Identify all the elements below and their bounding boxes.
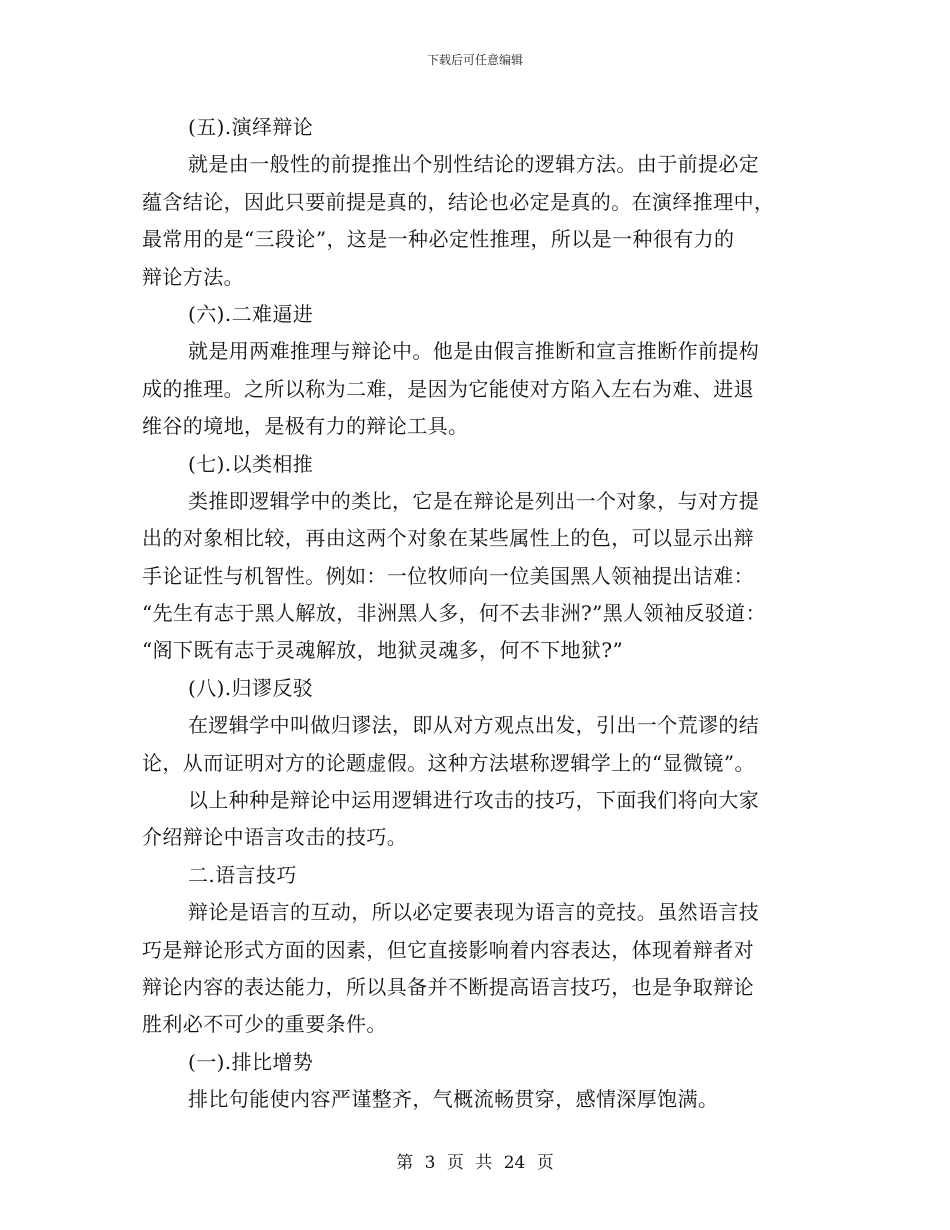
text-line: 排比句能使内容严谨整齐，气概流畅贯穿，感情深厚饱满。	[188, 1087, 719, 1112]
text-line: (六).二难逼进	[188, 301, 314, 326]
text-line: 维谷的境地，是极有力的辩论工具。	[142, 414, 469, 439]
text-line: 出的对象相比较，再由这两个对象在某些属性上的色，可以显示出辩	[142, 526, 754, 551]
document-body	[142, 109, 822, 1119]
text-line: 以上种种是辩论中运用逻辑进行攻击的技巧，下面我们将向大家	[188, 788, 760, 813]
text-line: 介绍辩论中语言攻击的技巧。	[142, 825, 408, 850]
text-line: 蕴含结论，因此只要前提是真的，结论也必定是真的。在演绎推理中，	[142, 189, 775, 214]
text-line: (五).演绎辩论	[188, 115, 314, 139]
text-line: 就是由一般性的前提推出个别性结论的逻辑方法。由于前提必定	[188, 152, 760, 177]
text-line: 论，从而证明对方的论题虚假。这种方法堪称逻辑学上的“显微镜”。	[142, 750, 755, 775]
page-header: 下载后可任意编辑	[426, 53, 523, 67]
text-line: 辩论方法。	[142, 264, 244, 289]
text-line: (八).归谬反驳	[188, 675, 314, 700]
text-line: (七).以类相推	[188, 451, 314, 476]
text-line: 巧是辩论形式方面的因素，但它直接影响着内容表达，体现着辩者对	[142, 937, 754, 962]
text-line: 胜利必不可少的重要条件。	[142, 1012, 387, 1037]
text-line: 就是用两难推理与辩论中。他是由假言推断和宣言推断作前提构	[188, 339, 760, 364]
text-line: 成的推理。之所以称为二难，是因为它能使对方陷入左右为难、进退	[142, 376, 754, 401]
text-line: “先生有志于黑人解放，非洲黑人多，何不去非洲?”黑人领袖反驳道：	[142, 601, 766, 626]
text-line: 辩论内容的表达能力，所以具备并不断提高语言技巧，也是争取辩论	[142, 974, 754, 999]
text-line: 手论证性与机智性。例如：一位牧师向一位美国黑人领袖提出诘难：	[142, 563, 754, 588]
text-line: 二.语言技巧	[188, 862, 297, 887]
text-line: 最常用的是“三段论”，这是一种必定性推理，所以是一种很有力的	[142, 227, 735, 252]
text-line: (一).排比增势	[188, 1049, 314, 1074]
text-line: 类推即逻辑学中的类比，它是在辩论是列出一个对象，与对方提	[188, 488, 760, 513]
text-line: “阁下既有志于灵魂解放，地狱灵魂多，何不下地狱?”	[142, 638, 624, 663]
text-line: 在逻辑学中叫做归谬法，即从对方观点出发，引出一个荒谬的结	[188, 713, 760, 738]
page-footer: 第 3 页 共 24 页	[396, 1153, 554, 1173]
text-line: 辩论是语言的互动，所以必定要表现为语言的竞技。虽然语言技	[188, 900, 760, 925]
